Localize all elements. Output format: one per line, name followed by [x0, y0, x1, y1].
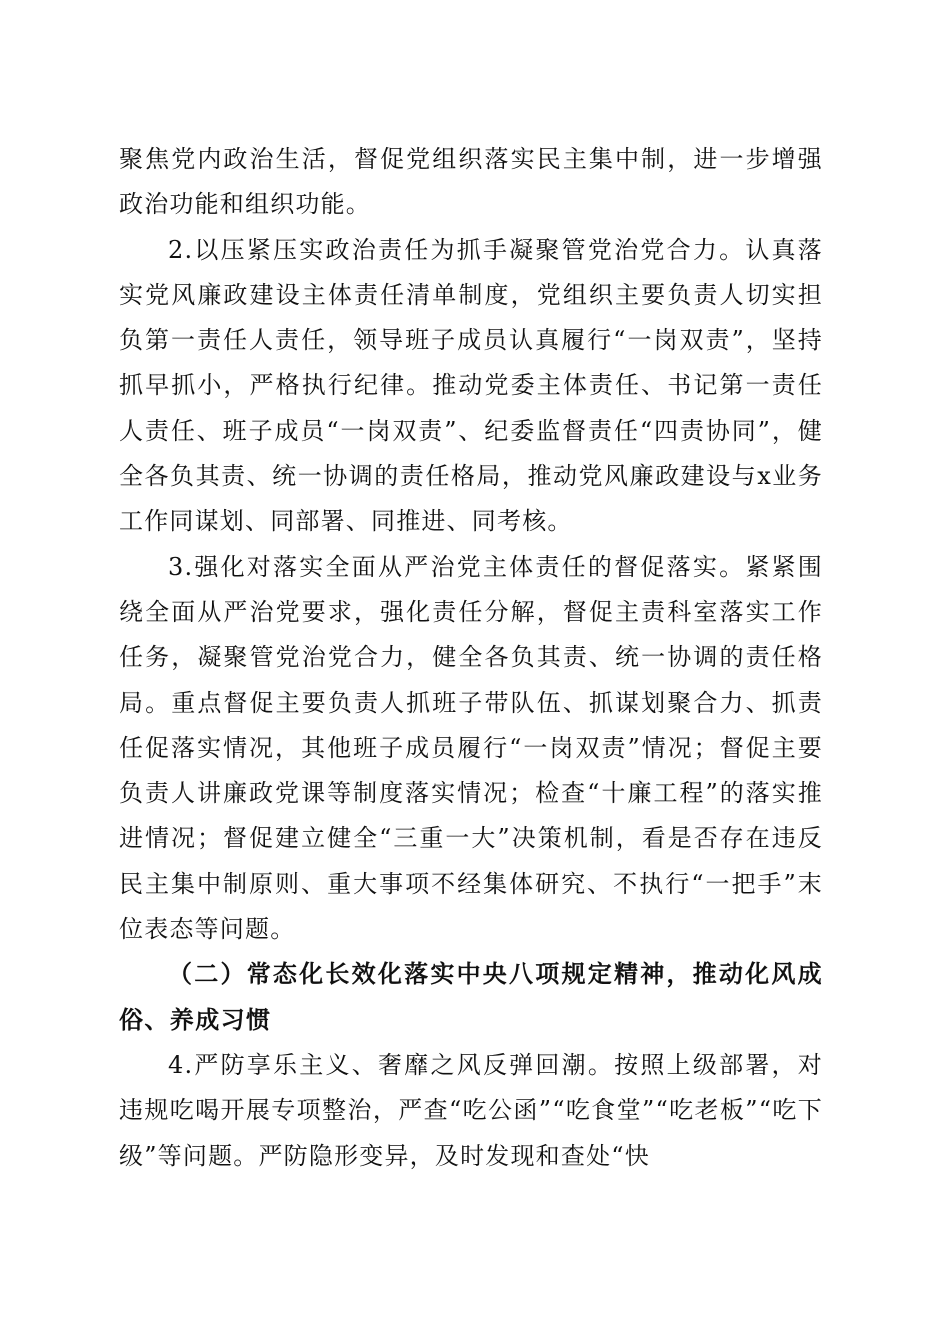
paragraph-item-2: 2.以压紧压实政治责任为抓手凝聚管党治党合力。认真落实党风廉政建设主体责任清单制度，党组织主要负责人切实担负第一责任人责任，领导班子成员认真履行“一岗双责”，坚持抓早抓小，严格执行纪律。推动党委主体责任、书记第一责任人责任、班子成员“一岗双责”、纪委监督责任“四责协同”，健全各负其责、统一协调的责任格局，推动党风廉政建设与x业务工作同谋划、同部署、同推进、同考核。: [119, 235, 823, 536]
paragraph-item-4: 4.严防享乐主义、奢靡之风反弹回潮。按照上级部署，对违规吃喝开展专项整治，严查“吃公函”“吃食堂”“吃老板”“吃下级”等问题。严防隐形变异，及时发现和查处“快: [119, 1050, 823, 1170]
section-heading: （二）常态化长效化落实中央八项规定精神，推动化风成俗、养成习惯: [119, 960, 823, 1034]
paragraph-continuation: 聚焦党内政治生活，督促党组织落实民主集中制，进一步增强政治功能和组织功能。: [119, 145, 823, 219]
paragraph-item-3: 3.强化对落实全面从严治党主体责任的督促落实。紧紧围绕全面从严治党要求，强化责任分解，督促主责科室落实工作任务，凝聚管党治党合力，健全各负其责、统一协调的责任格局。重点督促主要负责人抓班子带队伍、抓谋划聚合力、抓责任促落实情况，其他班子成员履行“一岗双责”情况；督促主要负责人讲廉政党课等制度落实情况；检查“十廉工程”的落实推进情况；督促建立健全“三重一大”决策机制，看是否存在违反民主集中制原则、重大事项不经集体研究、不执行“一把手”末位表态等问题。: [119, 552, 823, 944]
document-body: [119, 137, 823, 1179]
